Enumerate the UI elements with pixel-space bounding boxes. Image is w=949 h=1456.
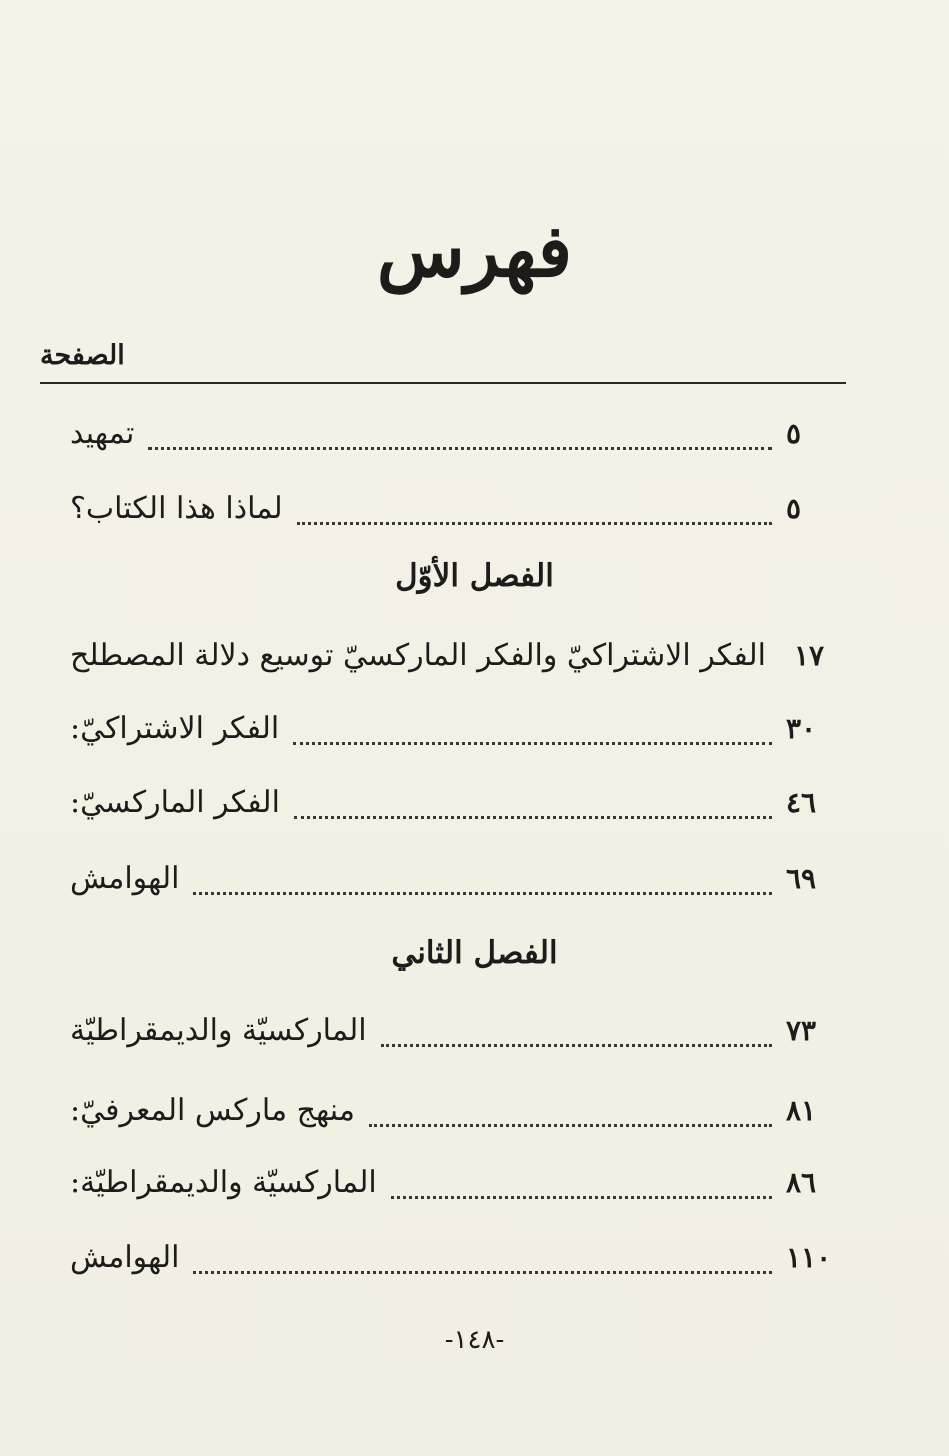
toc-entry-title: الفكر الاشتراكيّ والفكر الماركسيّ توسيع دلالة المصطلح (70, 637, 766, 673)
toc-entry (70, 777, 846, 827)
toc-entry (70, 1157, 846, 1207)
toc-entry-page: ٥ (786, 491, 802, 525)
toc-entry-page: ٤٦ (786, 785, 817, 819)
toc-entry-page: ٣٠ (786, 711, 817, 745)
toc-entry-title: لماذا هذا الكتاب؟ (70, 490, 283, 526)
toc-entry (70, 1005, 846, 1055)
toc-entry (70, 408, 846, 458)
dot-leader (297, 520, 772, 525)
toc-entry-title: الهوامش (70, 860, 180, 896)
toc-entry-page: ٨١ (786, 1093, 817, 1127)
dot-leader (294, 814, 772, 819)
toc-entry-page: ٦٩ (786, 861, 817, 895)
toc-entry-page: ١٧ (794, 638, 825, 672)
toc-entry-page: ١١٠ (786, 1240, 832, 1274)
toc-entry-title: تمهيد (70, 415, 135, 451)
toc-entry-page: ٨٦ (786, 1165, 817, 1199)
toc-entry (70, 483, 846, 533)
toc-entry-title: الهوامش (70, 1239, 180, 1275)
dot-leader (193, 890, 772, 895)
page-title: فهرس (376, 208, 573, 293)
toc-entry (70, 703, 846, 753)
footer-page-number: -١٤٨- (444, 1325, 505, 1355)
page-column-label: الصفحة (40, 340, 125, 371)
toc-entry (70, 853, 846, 903)
toc-entry (70, 630, 846, 680)
toc-entry (70, 1232, 846, 1282)
dot-leader (381, 1042, 772, 1047)
toc-entry-title: الفكر الماركسيّ: (70, 784, 280, 820)
header-rule (40, 382, 846, 384)
toc-entry-page: ٥ (786, 416, 802, 450)
toc-entry-title: الفكر الاشتراكيّ: (70, 710, 280, 746)
dot-leader (293, 740, 772, 745)
dot-leader (148, 445, 772, 450)
dot-leader (391, 1194, 772, 1199)
toc-entry-title: الماركسيّة والديمقراطيّة: (70, 1164, 377, 1200)
dot-leader (193, 1269, 772, 1274)
toc-entry (70, 1085, 846, 1135)
toc-entry-title: الماركسيّة والديمقراطيّة (70, 1012, 367, 1048)
toc-entry-page: ٧٣ (786, 1013, 817, 1047)
chapter-heading: الفصل الأوّل (395, 558, 554, 594)
chapter-heading: الفصل الثاني (391, 935, 558, 971)
dot-leader (369, 1122, 772, 1127)
toc-entry-title: منهج ماركس المعرفيّ: (70, 1092, 355, 1128)
